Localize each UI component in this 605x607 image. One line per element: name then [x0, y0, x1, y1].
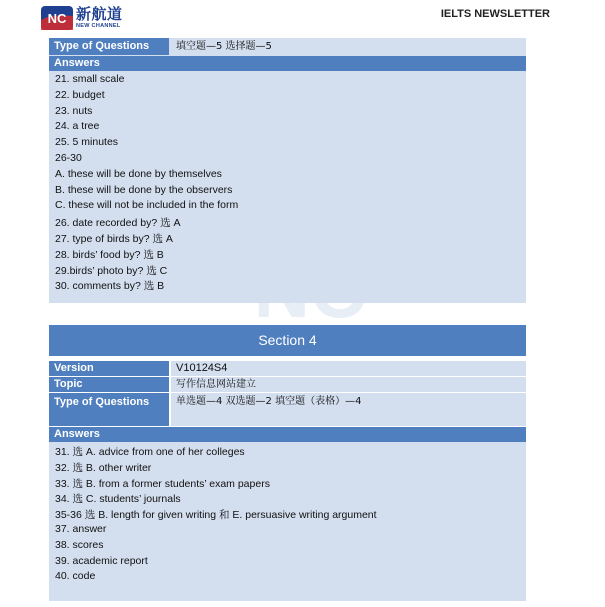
section4-type-value: 单选题—4 双选题—2 填空题（表格）—4 — [171, 393, 526, 426]
section4-type-label: Type of Questions — [49, 393, 169, 426]
section3-type-label: Type of Questions — [49, 38, 169, 55]
answer-line: 40. code — [55, 570, 96, 583]
newsletter-title: IELTS NEWSLETTER — [440, 8, 550, 20]
answer-line: 25. 5 minutes — [55, 136, 119, 149]
brand-logo — [41, 6, 123, 30]
answer-line: 32. 选 B. other writer — [55, 461, 152, 474]
section4-title: Section 4 — [49, 325, 526, 356]
page-header — [0, 0, 605, 34]
nc-logo-icon — [41, 6, 73, 30]
answer-line: 29.birds’ photo by? 选 C — [55, 264, 168, 277]
answer-line: 24. a tree — [55, 120, 100, 133]
section4-version-value: V10124S4 — [171, 361, 526, 376]
answer-line: A. these will be done by themselves — [55, 167, 222, 180]
answer-line: 35-36 选 B. length for given writing 和 E. persuasive writing argument — [55, 509, 377, 522]
section4-answers-header: Answers — [49, 427, 526, 442]
section3-answers-header: Answers — [49, 56, 526, 71]
answer-line: B. these will be done by the observers — [55, 183, 233, 196]
section4-version-label: Version — [49, 361, 169, 376]
section4-topic-label: Topic — [49, 377, 169, 392]
logo-chinese-name: 新航道 — [76, 4, 123, 23]
answer-line: 30. comments by? 选 B — [55, 280, 165, 293]
answer-line: 34. 选 C. students’ journals — [55, 493, 181, 506]
answer-line: 22. budget — [55, 88, 105, 101]
answer-line: C. these will not be included in the form — [55, 199, 239, 212]
answer-line: 28. birds’ food by? 选 B — [55, 248, 164, 261]
answer-line: 38. scores — [55, 538, 104, 551]
answer-line: 26. date recorded by? 选 A — [55, 217, 181, 230]
answer-line: 37. answer — [55, 523, 107, 535]
section4-topic-value: 写作信息网站建立 — [171, 377, 526, 392]
answer-line: 21. small scale — [55, 73, 125, 85]
answer-line: 33. 选 B. from a former students’ exam papers — [55, 477, 270, 490]
section3-type-value: 填空题—5 选择题—5 — [171, 38, 526, 55]
answer-line: 27. type of birds by? 选 A — [55, 233, 173, 245]
answer-line: 26-30 — [55, 152, 82, 164]
svg-text:NC: NC — [47, 11, 67, 26]
answer-line: 23. nuts — [55, 104, 93, 117]
answer-line: 39. academic report — [55, 554, 148, 567]
logo-english-name: NEW CHANNEL — [76, 22, 121, 29]
answer-line: 31. 选 A. advice from one of her colleges — [55, 446, 245, 458]
